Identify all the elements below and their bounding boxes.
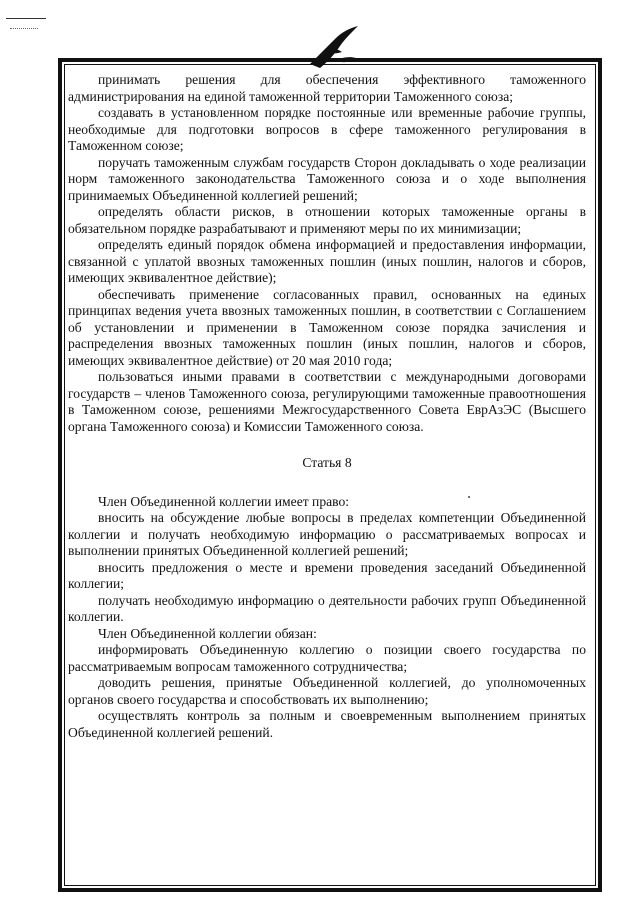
document-body	[68, 72, 586, 741]
paragraph: доводить решения, принятые Объединенной коллегией, до уполномоченных органов своего государства и способствовать их выполнению;	[68, 675, 586, 707]
paragraph: поручать таможенным службам государств Сторон докладывать о ходе реализации норм таможенного законодательства Таможенного союза и о ходе выполнения принимаемых Объединенной коллегией решений;	[68, 154, 586, 203]
paragraph: получать необходимую информацию о деятельности рабочих групп Объединенной коллегии.	[68, 592, 586, 624]
paragraph: создавать в установленном порядке постоянные или временные рабочие группы, необходимые для подготовки вопросов в сфере таможенного регулирования в Таможенном союзе;	[68, 105, 586, 153]
paragraph: пользоваться иными правами в соответствии с международными договорами государств – членов Таможенного союза, регулирующими таможенные правоотношения в Таможенном союзе, решениями Межгосударственного Совета ЕврАзЭС (Высшего органа Таможенного союза) и Комиссии Таможенного союза.	[68, 369, 586, 434]
scan-speck	[468, 496, 470, 498]
paragraph: вносить предложения о месте и времени проведения заседаний Объединенной коллегии;	[68, 559, 586, 591]
article-heading: Статья 8	[302, 455, 352, 470]
paragraph: определять области рисков, в отношении которых таможенные органы в обязательном порядке разрабатывают и применяют меры по их минимизации;	[68, 204, 586, 236]
paragraph: осуществлять контроль за полным и своевременным выполнением принятых Объединенной коллегией решений.	[68, 708, 586, 740]
paragraph: Член Объединенной коллегии имеет право:	[98, 493, 350, 509]
corner-annotation	[6, 14, 50, 40]
paragraph: обеспечивать применение согласованных правил, основанных на единых принципах ведения учета ввозных таможенных пошлин, в соответствии с Соглашением об установлении и применении в Таможенном союзе порядка зачисления и распределения ввозных таможенных пошлин (иных пошлин, налогов и сборов, имеющих эквивалентное действие) от 20 мая 2010 года;	[68, 286, 586, 368]
paragraph: принимать решения для обеспечения эффективного таможенного администрирования на единой таможенной территории Таможенного союза;	[68, 72, 586, 104]
paragraph: информировать Объединенную коллегию о позиции своего государства по рассматриваемым вопросам таможенного сотрудничества;	[68, 642, 586, 674]
paragraph: определять единый порядок обмена информацией и предоставления информации, связанной с уплатой ввозных таможенных пошлин (иных пошлин, налогов и сборов, имеющих эквивалентное действие);	[68, 237, 586, 285]
paragraph: вносить на обсуждение любые вопросы в пределах компетенции Объединенной коллегии и получать необходимую информацию о рассматриваемых вопросах и выполнении принятых Объединенной коллегией решений;	[68, 510, 586, 558]
paragraph: Член Объединенной коллегии обязан:	[98, 625, 317, 641]
